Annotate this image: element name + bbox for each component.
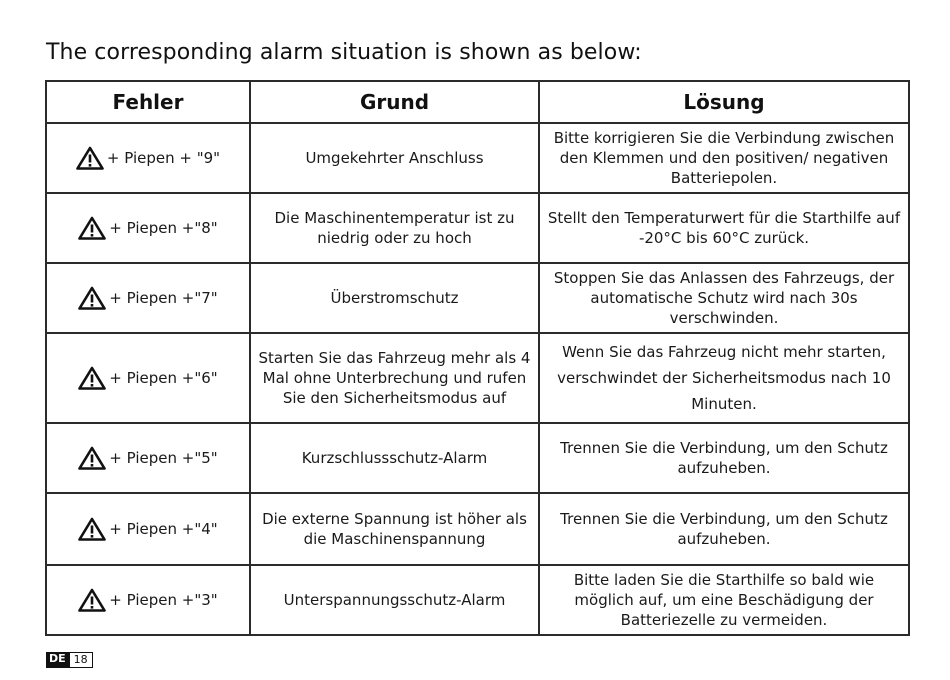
table-header-row bbox=[46, 81, 909, 123]
grund-cell: Die Maschinentemperatur ist zu niedrig oder zu hoch bbox=[250, 193, 539, 263]
loesung-cell: Wenn Sie das Fahrzeug nicht mehr starten, verschwindet der Sicherheitsmodus nach 10 Minuten. bbox=[539, 333, 909, 423]
loesung-cell: Bitte korrigieren Sie die Verbindung zwischen den Klemmen und den positiven/ negativen Batteriepolen. bbox=[539, 123, 909, 193]
fehler-cell bbox=[46, 333, 250, 423]
table-row bbox=[46, 333, 909, 423]
fehler-text: + Piepen +"5" bbox=[109, 449, 218, 467]
warning-triangle-icon bbox=[78, 449, 109, 467]
loesung-cell: Stellt den Temperaturwert für die Starthilfe auf -20°C bis 60°C zurück. bbox=[539, 193, 909, 263]
fehler-text: + Piepen +"8" bbox=[109, 219, 218, 237]
table-row bbox=[46, 565, 909, 635]
grund-cell: Überstromschutz bbox=[250, 263, 539, 333]
loesung-cell: Trennen Sie die Verbindung, um den Schutz aufzuheben. bbox=[539, 423, 909, 493]
table-row bbox=[46, 123, 909, 193]
grund-cell: Starten Sie das Fahrzeug mehr als 4 Mal ohne Unterbrechung und rufen Sie den Sicherheitsmodus auf bbox=[250, 333, 539, 423]
header-loesung: Lösung bbox=[539, 81, 909, 123]
header-fehler: Fehler bbox=[46, 81, 250, 123]
table-row bbox=[46, 193, 909, 263]
fehler-text: + Piepen +"7" bbox=[109, 289, 218, 307]
page-footer bbox=[46, 652, 93, 668]
fehler-text: + Piepen +"6" bbox=[109, 369, 218, 387]
fehler-cell bbox=[46, 423, 250, 493]
page-number: 18 bbox=[69, 652, 93, 668]
table-row bbox=[46, 493, 909, 565]
fehler-text: + Piepen +"3" bbox=[109, 591, 218, 609]
fehler-cell bbox=[46, 123, 250, 193]
fehler-text: + Piepen + "9" bbox=[106, 149, 221, 167]
table-row bbox=[46, 423, 909, 493]
alarm-table bbox=[45, 80, 910, 636]
fehler-cell bbox=[46, 493, 250, 565]
language-badge: DE bbox=[46, 652, 69, 668]
loesung-cell: Bitte laden Sie die Starthilfe so bald wie möglich auf, um eine Beschädigung der Batteriezelle zu vermeiden. bbox=[539, 565, 909, 635]
grund-cell: Unterspannungsschutz-Alarm bbox=[250, 565, 539, 635]
warning-triangle-icon bbox=[78, 219, 109, 237]
grund-cell: Umgekehrter Anschluss bbox=[250, 123, 539, 193]
table-row bbox=[46, 263, 909, 333]
page-heading: The corresponding alarm situation is shown as below: bbox=[46, 40, 642, 65]
loesung-cell: Trennen Sie die Verbindung, um den Schutz aufzuheben. bbox=[539, 493, 909, 565]
fehler-cell bbox=[46, 565, 250, 635]
header-grund: Grund bbox=[250, 81, 539, 123]
warning-triangle-icon bbox=[76, 149, 107, 167]
fehler-cell bbox=[46, 193, 250, 263]
grund-cell: Die externe Spannung ist höher als die Maschinenspannung bbox=[250, 493, 539, 565]
warning-triangle-icon bbox=[78, 369, 109, 387]
warning-triangle-icon bbox=[78, 591, 109, 609]
fehler-cell bbox=[46, 263, 250, 333]
warning-triangle-icon bbox=[78, 289, 109, 307]
loesung-cell: Stoppen Sie das Anlassen des Fahrzeugs, der automatische Schutz wird nach 30s verschwinden. bbox=[539, 263, 909, 333]
grund-cell: Kurzschlussschutz-Alarm bbox=[250, 423, 539, 493]
warning-triangle-icon bbox=[78, 520, 109, 538]
fehler-text: + Piepen +"4" bbox=[109, 520, 218, 538]
